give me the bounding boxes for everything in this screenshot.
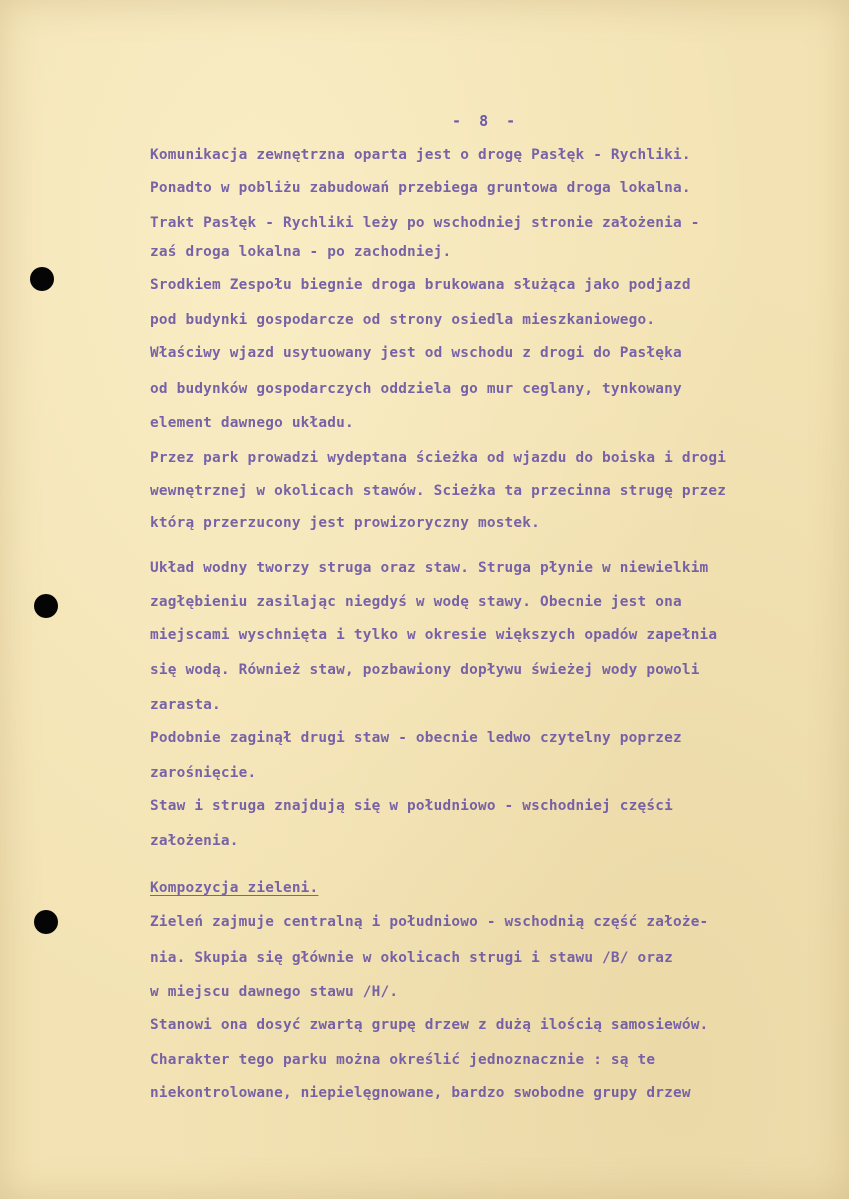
page-number: - 8 - bbox=[452, 112, 516, 130]
punch-hole-top bbox=[30, 267, 54, 291]
text-line: Srodkiem Zespołu biegnie droga brukowana służąca jako podjazd bbox=[150, 277, 691, 293]
text-line: pod budynki gospodarcze od strony osiedla mieszkaniowego. bbox=[150, 312, 656, 328]
text-line: Zieleń zajmuje centralną i południowo - wschodnią część założe- bbox=[150, 914, 709, 930]
section-heading: Kompozycja zieleni. bbox=[150, 880, 319, 896]
text-line: element dawnego układu. bbox=[150, 415, 354, 431]
text-line: w miejscu dawnego stawu /H/. bbox=[150, 984, 399, 1000]
text-line: zaś droga lokalna - po zachodniej. bbox=[150, 244, 452, 260]
text-line: wewnętrznej w okolicach stawów. Scieżka ta przecinna strugę przez bbox=[150, 483, 727, 499]
punch-hole-bottom bbox=[34, 910, 58, 934]
text-line: Charakter tego parku można określić jednoznacznie : są te bbox=[150, 1052, 656, 1068]
text-line: od budynków gospodarczych oddziela go mur ceglany, tynkowany bbox=[150, 381, 682, 397]
text-line: Stanowi ona dosyć zwartą grupę drzew z dużą ilością samosiewów. bbox=[150, 1017, 709, 1033]
text-line: Trakt Pasłęk - Rychliki leży po wschodniej stronie założenia - bbox=[150, 215, 700, 231]
text-line: Ponadto w pobliżu zabudowań przebiega gruntowa droga lokalna. bbox=[150, 180, 691, 196]
text-line: Staw i struga znajdują się w południowo - wschodniej części bbox=[150, 798, 673, 814]
text-line: się wodą. Również staw, pozbawiony dopływu świeżej wody powoli bbox=[150, 662, 700, 678]
text-line: Układ wodny tworzy struga oraz staw. Struga płynie w niewielkim bbox=[150, 560, 709, 576]
text-line: zarośnięcie. bbox=[150, 765, 257, 781]
text-line: zagłębieniu zasilając niegdyś w wodę stawy. Obecnie jest ona bbox=[150, 594, 682, 610]
text-line: którą przerzucony jest prowizoryczny mostek. bbox=[150, 515, 541, 531]
text-line: nia. Skupia się głównie w okolicach strugi i stawu /B/ oraz bbox=[150, 950, 673, 966]
text-line: zarasta. bbox=[150, 697, 221, 713]
punch-hole-middle bbox=[34, 594, 58, 618]
text-line: niekontrolowane, niepielęgnowane, bardzo swobodne grupy drzew bbox=[150, 1085, 691, 1101]
text-line: Podobnie zaginął drugi staw - obecnie ledwo czytelny poprzez bbox=[150, 730, 682, 746]
text-line: Komunikacja zewnętrzna oparta jest o drogę Pasłęk - Rychliki. bbox=[150, 147, 691, 163]
text-line: założenia. bbox=[150, 833, 239, 849]
text-line: miejscami wyschnięta i tylko w okresie większych opadów zapełnia bbox=[150, 627, 718, 643]
text-line: Właściwy wjazd usytuowany jest od wschodu z drogi do Pasłęka bbox=[150, 345, 682, 361]
text-line: Przez park prowadzi wydeptana ścieżka od wjazdu do boiska i drogi bbox=[150, 450, 727, 466]
